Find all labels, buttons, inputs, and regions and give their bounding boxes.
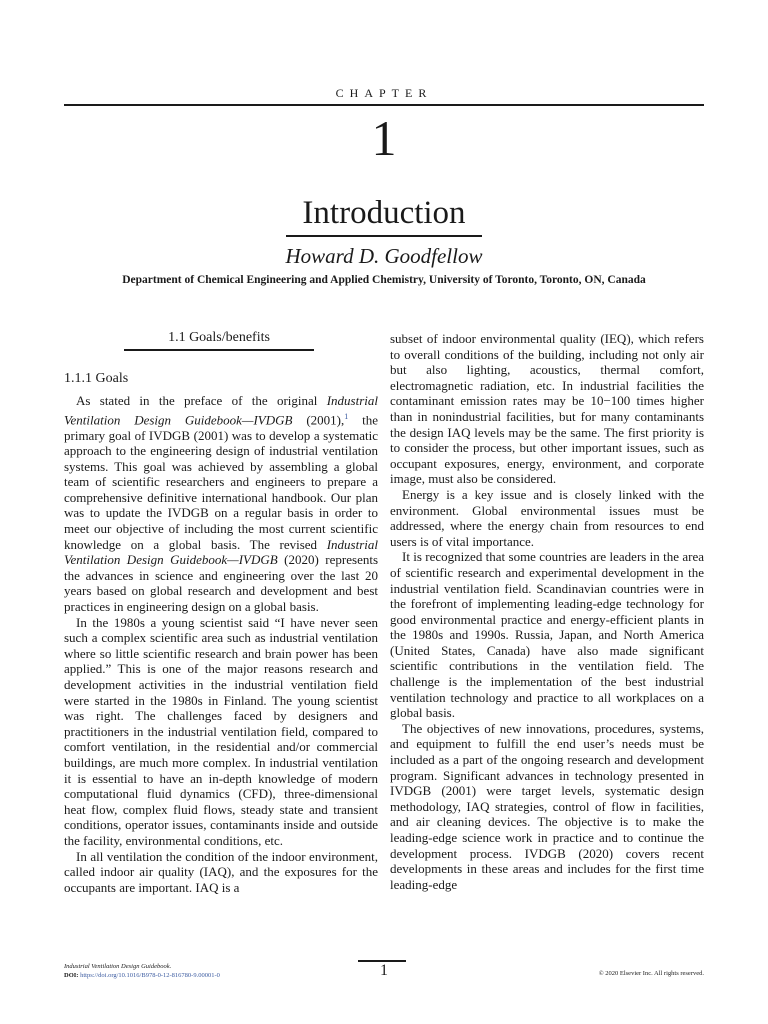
right-column bbox=[390, 331, 704, 892]
section-heading: 1.1 Goals/benefits bbox=[168, 330, 270, 345]
chapter-number: 1 bbox=[371, 110, 397, 166]
p1-text-b: (2001), bbox=[292, 411, 345, 427]
footer-citation bbox=[64, 962, 220, 980]
page-number: 1 bbox=[380, 962, 388, 979]
p1-text-d: (2020) represents the advances in science and engineering over the last 20 years based on global research and development and best practices in engineering design on a global basis. bbox=[64, 552, 379, 615]
chapter-label: CHAPTER bbox=[335, 86, 433, 100]
footnote-ref[interactable]: 1 bbox=[344, 411, 349, 421]
top-rule bbox=[64, 104, 704, 106]
left-column bbox=[64, 393, 378, 895]
footer-book-title: Industrial Ventilation Design Guidebook. bbox=[64, 963, 172, 970]
p1-text-a: As stated in the preface of the original bbox=[76, 393, 327, 408]
footer-doi bbox=[64, 971, 220, 980]
left-paragraph-3: In all ventilation the condition of the indoor environment, called indoor air quality (IAQ), and the exposures for the occupants are important. IAQ is a bbox=[64, 848, 378, 895]
left-paragraph-1 bbox=[64, 393, 378, 615]
right-paragraph-4: The objectives of new innovations, procedures, systems, and equipment to fulfill the end user’s needs must be included as a part of the ongoing research and development program. Significant advances in technology presented in IVDGB (2001) were target levels, systematic design methodology, IAQ strategies, control of flow in facilities, and air cleaning devices. The objective is to make the leading-edge science work in practice and to continue the development process. IVDGB (2020) covers recent developments in these areas and includes for the first time leading-edge bbox=[390, 720, 704, 892]
p1-book-title-b: Industrial Ventilation Design Guidebook—IVDGB bbox=[64, 536, 378, 568]
doi-link[interactable]: https://doi.org/10.1016/B978-0-12-816780-9.00001-0 bbox=[80, 972, 220, 979]
section-rule bbox=[124, 349, 314, 351]
title-rule bbox=[286, 235, 482, 237]
p1-text-c: the primary goal of IVDGB (2001) was to develop a systematic approach to the engineering design of industrial ventilation systems. This goal was achieved by assembling a global team of scientific researchers and engineers to prepare a comprehensive definitive international handbook. Our plan was to update the IVDGB on a regular basis in order to meet our objective of including the most current scientific knowledge on a global basis. The revised bbox=[64, 411, 378, 552]
p1-book-title-a: Industrial Ventilation Design Guidebook—IVDGB bbox=[64, 393, 378, 427]
author-affiliation: Department of Chemical Engineering and Applied Chemistry, University of Toronto, Toronto, ON, Canada bbox=[122, 274, 646, 286]
right-paragraph-2: Energy is a key issue and is closely linked with the environment. Global environmental issues must be addressed, where the energy chain from resources to end users is of vital importance. bbox=[390, 486, 704, 549]
subsection-heading: 1.1.1 Goals bbox=[64, 371, 129, 386]
author-name: Howard D. Goodfellow bbox=[285, 244, 483, 268]
doi-label: DOI: bbox=[64, 972, 81, 979]
right-paragraph-3: It is recognized that some countries are leaders in the area of scientific research and experimental development in the industrial ventilation field. Scandinavian countries were in the forefront of implementing leading-edge technology for good environmental practice and energy-efficient plants in the 1980s and 1990s. Russia, Japan, and North America (United States, Canada) have also made significant scientific contributions in the ventilation field. The challenge is the implementation of the best industrial ventilation technology and practice to all workplaces on a global basis. bbox=[390, 549, 704, 721]
page-title: Introduction bbox=[302, 195, 466, 231]
left-paragraph-2: In the 1980s a young scientist said “I have never seen such a complex scientific area such as industrial ventilation where so little scientific research and brain power has been applied.” This is one of the major reasons research and development activities in the industrial ventilation field were started in the 1980s in Finland. The young scientist was right. The challenges faced by designers and practitioners in the industrial ventilation field, compared to comfort ventilation, in the residential and/or commercial buildings, are much more complex. In industrial ventilation it is essential to have an in-depth knowledge of modern computational fluid dynamics (CFD), three-dimensional heat flow, complex fluid flows, steady state and transient conditions, operator issues, contaminants inside and outside the facility, environmental conditions, etc. bbox=[64, 614, 378, 848]
right-paragraph-1: subset of indoor environmental quality (IEQ), which refers to overall conditions of the building, including not only air but also lighting, acoustics, thermal comfort, electromagnetic radiation, etc. In industrial facilities the contaminant emission rates may be 10−100 times higher than in nonindustrial facilities, but for many contaminants the design IAQ levels may be the same. The first priority is to consider the process, but other important issues, such as occupant exposures, energy, environment, and corporate image, must also be considered. bbox=[390, 331, 704, 487]
footer-copyright: © 2020 Elsevier Inc. All rights reserved. bbox=[598, 970, 704, 977]
